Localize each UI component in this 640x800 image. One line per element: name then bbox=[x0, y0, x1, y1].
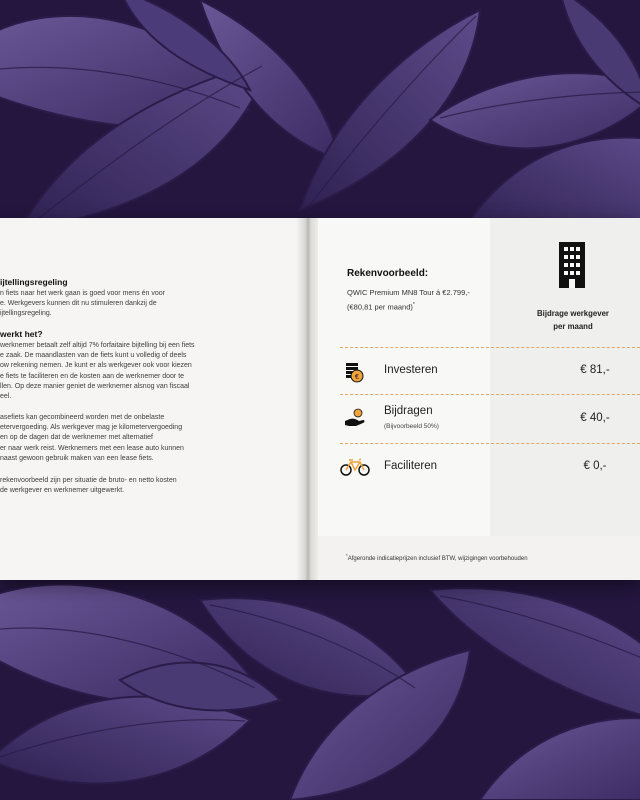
para1 bbox=[0, 289, 240, 320]
para3-line: er naar werk reist. Werknemers met een lease auto kunnen bbox=[0, 444, 184, 452]
row-bijdragen bbox=[340, 396, 640, 440]
row-divider bbox=[340, 443, 640, 444]
monthly-price bbox=[347, 299, 507, 314]
table-title: Rekenvoorbeeld: bbox=[347, 268, 429, 279]
para4-line: rekenvoorbeeld zijn per situatie de bruto- en netto kosten bbox=[0, 477, 177, 484]
row-label: Investeren bbox=[384, 364, 438, 376]
office-building-icon bbox=[557, 242, 587, 288]
row-value: € 0,- bbox=[583, 460, 607, 472]
heading-regeling: ijtellingsregeling bbox=[0, 277, 68, 287]
row-value: € 40,- bbox=[580, 412, 610, 424]
footnote-asterisk: * bbox=[346, 553, 348, 558]
bicycle-icon bbox=[340, 457, 370, 477]
column-label-line: per maand bbox=[553, 322, 593, 331]
row-label: Bijdragen bbox=[384, 405, 433, 417]
footnote-text: Afgeronde indicatieprijzen inclusief BTW, wijzigingen voorbehouden bbox=[347, 556, 528, 562]
para4 bbox=[0, 476, 240, 496]
money-stack-icon bbox=[344, 361, 366, 383]
para2-line: ow rekening nemen. Je kunt er als werkgever ook voor kiezen bbox=[0, 362, 192, 370]
row-investeren bbox=[340, 349, 640, 393]
hand-coin-icon bbox=[344, 407, 366, 429]
para2-line: e zaak. De maandlasten van de fiets kunt u volledig of deels bbox=[0, 352, 187, 360]
book-spine bbox=[296, 218, 320, 580]
row-faciliteren bbox=[340, 445, 640, 489]
calculation-table bbox=[318, 218, 640, 536]
para1-line: n fiets naar het werk gaan is goed voor mens én voor bbox=[0, 290, 165, 297]
row-value: € 81,- bbox=[580, 364, 610, 376]
para4-line: de werkgever en werknemer uitgewerkt. bbox=[0, 487, 125, 495]
footnote bbox=[346, 553, 528, 562]
para1-line: e. Werkgevers kunnen dit nu stimuleren dankzij de bbox=[0, 300, 157, 308]
para2-line: eel. bbox=[0, 393, 12, 401]
para2 bbox=[0, 341, 240, 402]
para1-line: ijtellingsregeling. bbox=[0, 310, 52, 318]
product-line: QWIC Premium MN8 Tour á €2.799,- bbox=[347, 288, 470, 297]
para3-line: etervergoeding. Als werkgever mag je kilometervergoeding bbox=[0, 424, 183, 432]
para3-line: naast gewoon gebruik maken van een lease fiets. bbox=[0, 454, 154, 462]
column-label bbox=[518, 307, 628, 333]
row-divider bbox=[340, 347, 640, 348]
para3 bbox=[0, 413, 240, 464]
svg-text:€: € bbox=[355, 374, 359, 381]
para2-line: llen. Op deze manier geniet de werknemer alsnog van fiscaal bbox=[0, 382, 190, 390]
row-sublabel: (Bijvoorbeeld 50%) bbox=[384, 423, 439, 430]
monthly-price-text: (€80,81 per maand) bbox=[347, 302, 413, 312]
product-description bbox=[347, 287, 507, 314]
row-label: Faciliteren bbox=[384, 460, 438, 472]
para2-line: werknemer betaalt zelf altijd 7% forfaitaire bijtelling bij een fiets bbox=[0, 342, 195, 349]
para2-line: e fiets te faciliteren en de kosten aan de werknemer door te bbox=[0, 372, 185, 380]
open-brochure bbox=[0, 218, 640, 580]
row-divider bbox=[340, 394, 640, 395]
left-page bbox=[0, 218, 300, 580]
heading-hoe-werkt: werkt het? bbox=[0, 329, 43, 339]
asterisk: * bbox=[412, 302, 415, 308]
para3-line: asefiets kan gecombineerd worden met de onbelaste bbox=[0, 414, 165, 421]
column-label-line: Bijdrage werkgever bbox=[537, 309, 609, 318]
para3-line: en op de dagen dat de werknemer met alternatief bbox=[0, 434, 153, 442]
right-page bbox=[318, 218, 640, 580]
